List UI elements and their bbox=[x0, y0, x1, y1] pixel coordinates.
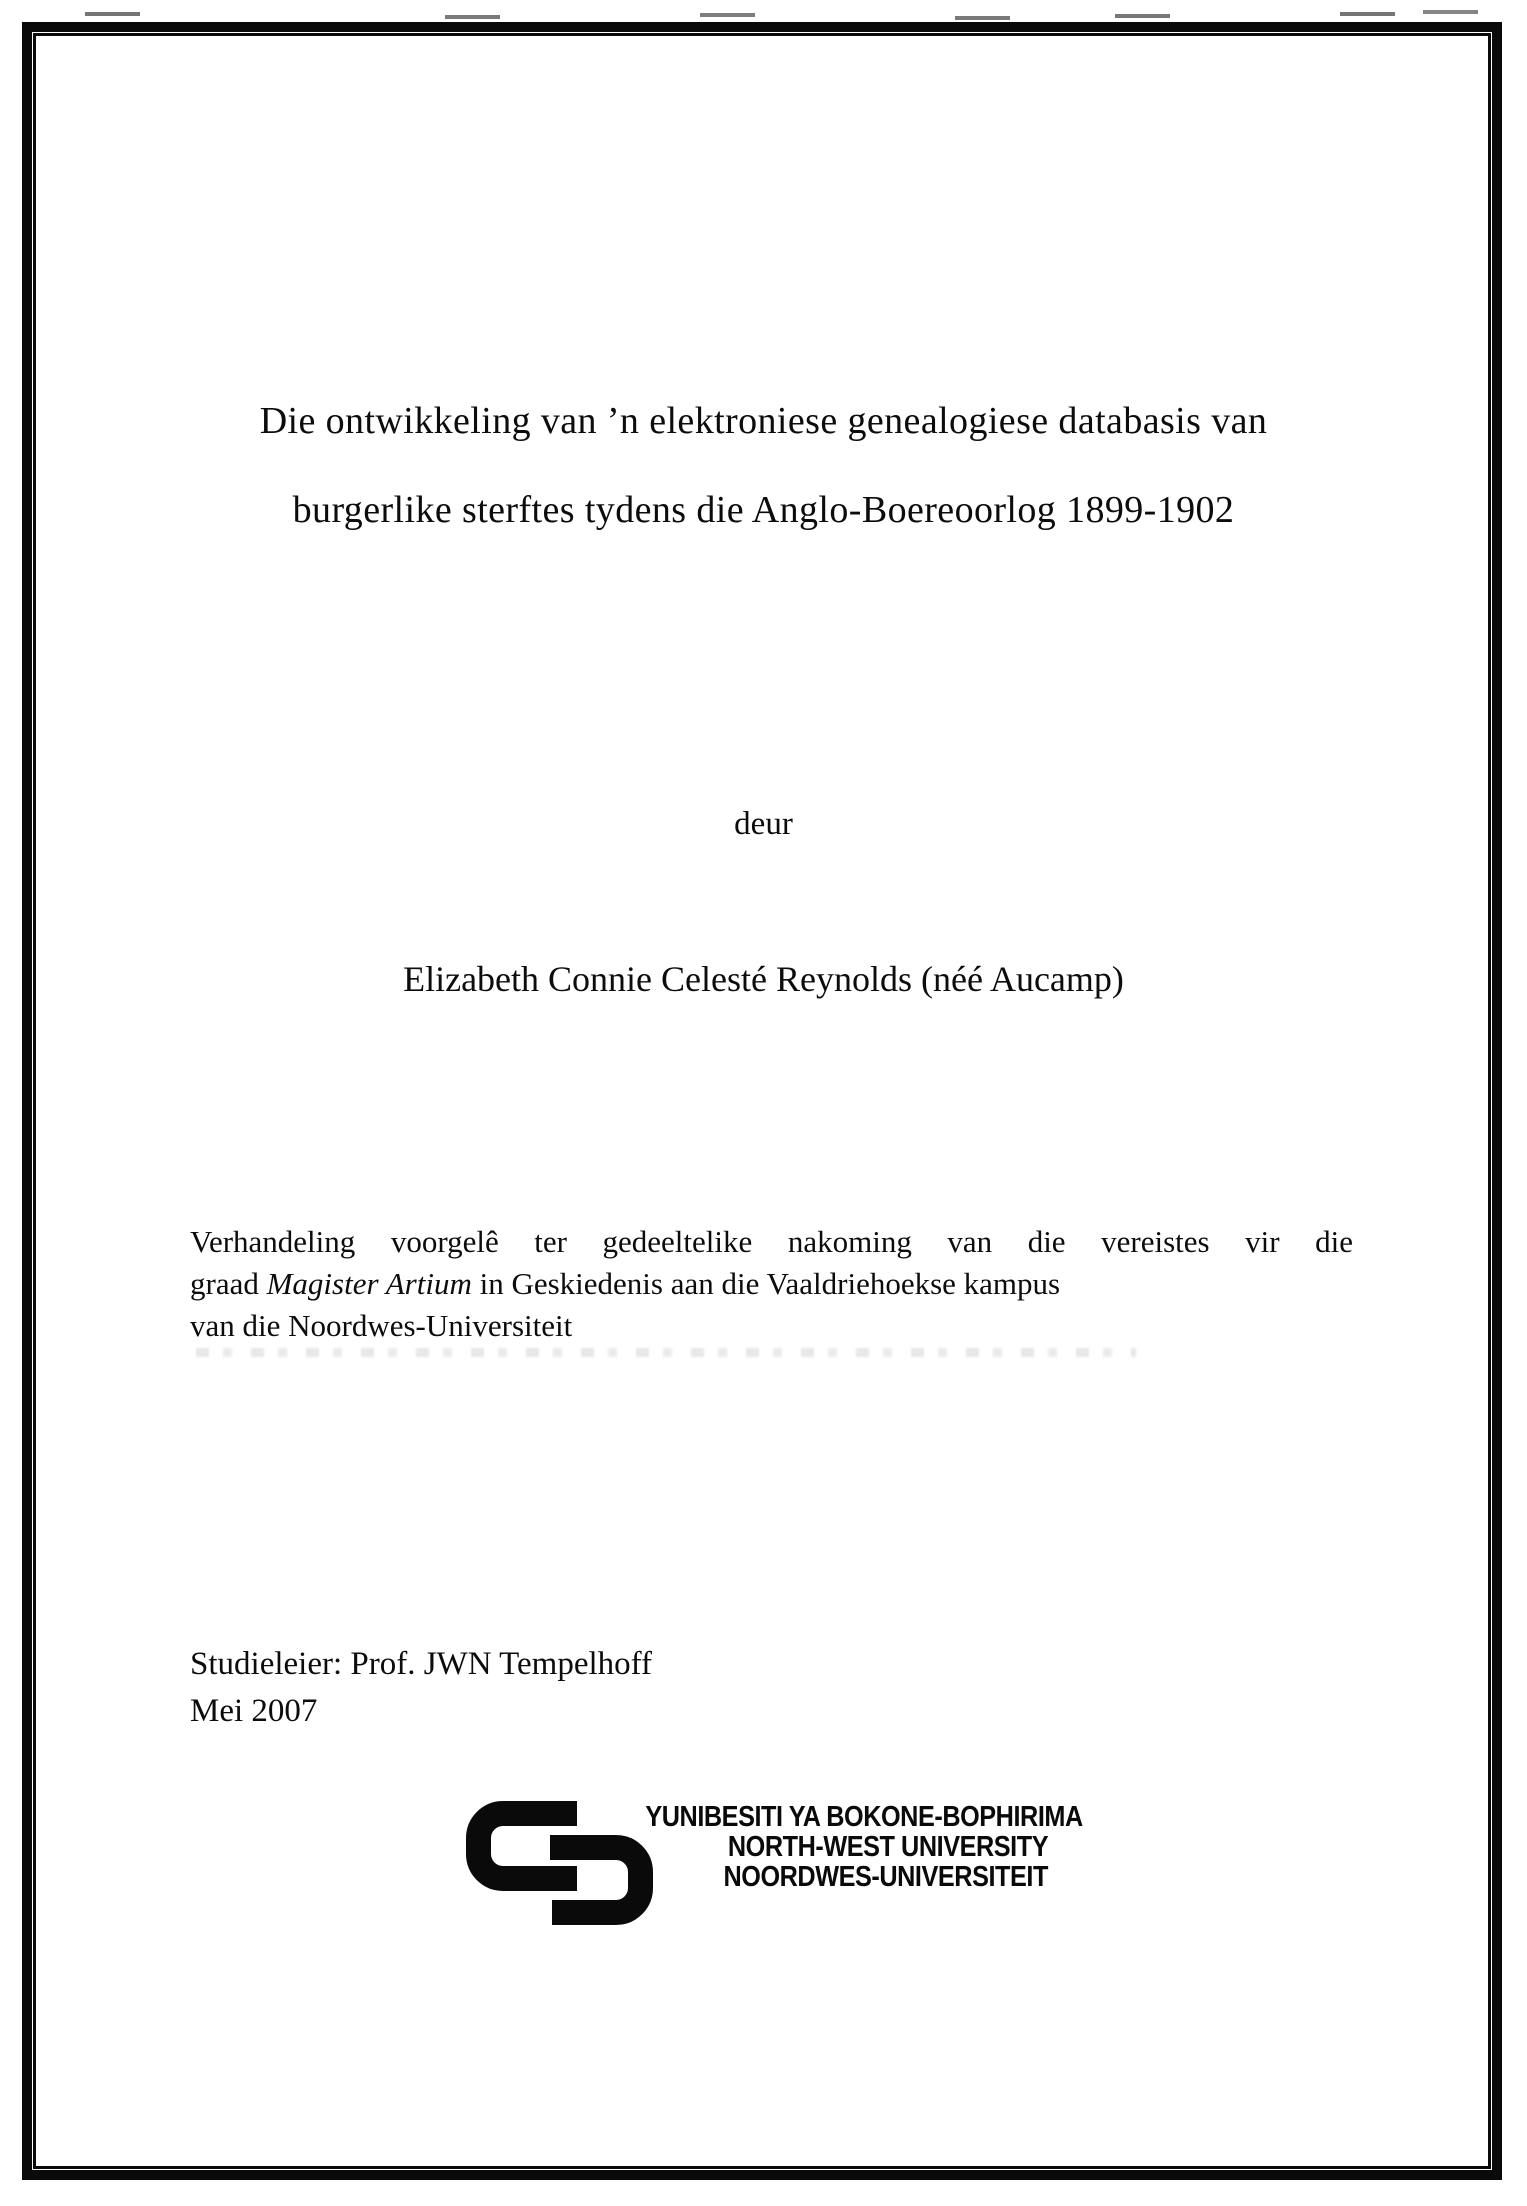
statement-degree-name: Magister Artium bbox=[266, 1266, 472, 1301]
supervisor-block bbox=[190, 1641, 652, 1735]
statement-line2-suffix: in Geskiedenis aan die Vaaldriehoekse kampus bbox=[471, 1266, 1061, 1301]
author-name: Elizabeth Connie Celesté Reynolds (néé Aucamp) bbox=[403, 959, 1124, 999]
scan-noise-artifact bbox=[85, 12, 140, 16]
byline-deur: deur bbox=[734, 806, 793, 842]
thesis-title-line-1: Die ontwikkeling van ’n elektroniese genealogiese databasis van bbox=[259, 400, 1268, 442]
thesis-title-line-2: burgerlike sterftes tydens die Anglo-Boereoorlog 1899-1902 bbox=[292, 489, 1235, 531]
degree-statement-line-2 bbox=[190, 1263, 1353, 1305]
logo-line-english: NORTH-WEST UNIVERSITY bbox=[727, 1831, 1048, 1863]
logo-line-afrikaans: NOORDWES-UNIVERSITEIT bbox=[723, 1861, 1048, 1893]
logo-line-setswana: YUNIBESITI YA BOKONE-BOPHIRIMA bbox=[645, 1801, 1083, 1833]
bleed-through-artifact bbox=[196, 1348, 1136, 1357]
university-logo-text bbox=[580, 1801, 1083, 1893]
statement-line2-prefix: graad bbox=[190, 1266, 267, 1301]
degree-statement-line-1: Verhandeling voorgelê ter gedeeltelike nakoming van die vereistes vir die bbox=[190, 1224, 1353, 1259]
supervisor-line: Studieleier: Prof. JWN Tempelhoff bbox=[190, 1646, 653, 1682]
thesis-title bbox=[182, 377, 1345, 555]
degree-statement-line-3: van die Noordwes-Universiteit bbox=[190, 1308, 573, 1343]
date-line: Mei 2007 bbox=[190, 1693, 318, 1729]
degree-statement bbox=[190, 1221, 1353, 1347]
